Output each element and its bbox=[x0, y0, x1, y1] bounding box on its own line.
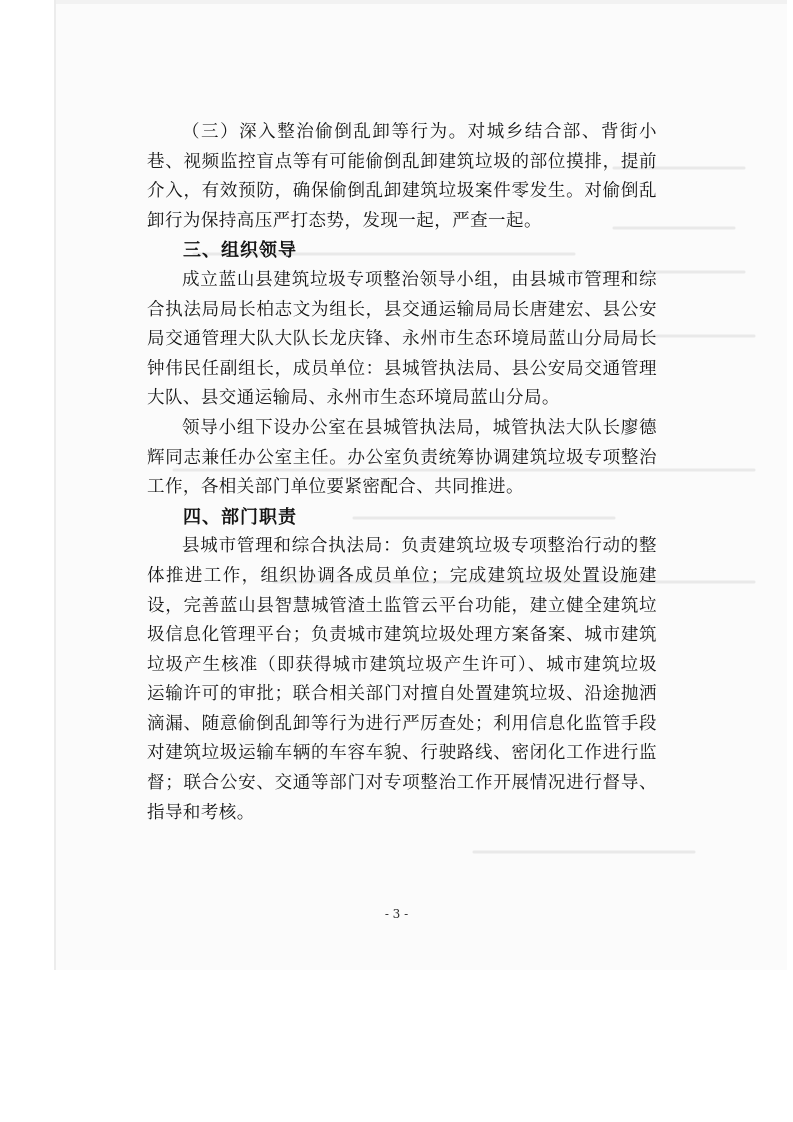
paragraph-urban-management-duties: 县城市管理和综合执法局：负责建筑垃圾专项整治行动的整体推进工作，组织协调各成员单位；完成建筑垃圾处置设施建设，完善蓝山县智慧城管渣土监管云平台功能，建立健全建筑垃圾信息化管理平台；负责城市建筑垃圾处理方案备案、城市建筑垃圾产生核准（即获得城市建筑垃圾产生许可）、城市建筑垃圾运输许可的审批；联合相关部门对擅自处置建筑垃圾、沿途抛洒滴漏、随意偷倒乱卸等行为进行严厉查处；利用信息化监管手段对建筑垃圾运输车辆的车容车貌、行驶路线、密闭化工作进行监督；联合公安、交通等部门对专项整治工作开展情况进行督导、指导和考核。 bbox=[147, 536, 657, 823]
paragraph-office: 领导小组下设办公室在县城管执法局，城管执法大队长廖德辉同志兼任办公室主任。办公室负责统筹协调建筑垃圾专项整治工作，各相关部门单位要紧密配合、共同推进。 bbox=[147, 417, 657, 498]
heading-department-duties: 四、部门职责 bbox=[183, 506, 297, 528]
page-number: - 3 - bbox=[384, 907, 409, 921]
document-body bbox=[147, 118, 657, 828]
paragraph-leading-group: 成立蓝山县建筑垃圾专项整治领导小组，由县城市管理和综合执法局局长柏志文为组长，县交通运输局局长唐建宏、县公安局交通管理大队大队长龙庆锋、永州市生态环境局蓝山分局局长钟伟民任副组长，成员单位：县城管执法局、县公安局交通管理大队、县交通运输局、永州市生态环境局蓝山分局。 bbox=[147, 269, 657, 409]
paragraph-rectify-dumping: （三）深入整治偷倒乱卸等行为。对城乡结合部、背街小巷、视频监控盲点等有可能偷倒乱卸建筑垃圾的部位摸排，提前介入，有效预防，确保偷倒乱卸建筑垃圾案件零发生。对偷倒乱卸行为保持高压严打态势，发现一起，严查一起。 bbox=[147, 122, 657, 231]
heading-organization-leadership: 三、组织领导 bbox=[183, 240, 297, 262]
